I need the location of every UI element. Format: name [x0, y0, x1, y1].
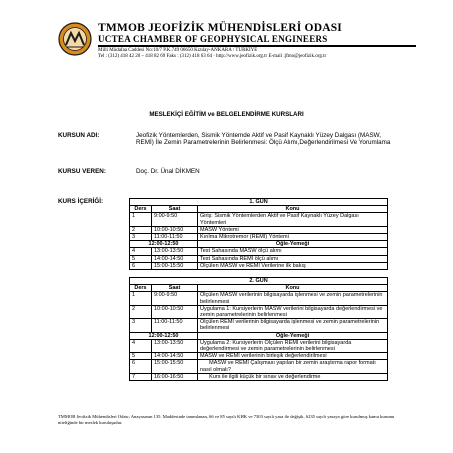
table-row: [130, 248, 388, 255]
table-row: [130, 339, 388, 352]
lesson-time: 11:00-11:50: [152, 234, 198, 241]
letterhead-text: [98, 22, 418, 60]
address-line-2: Tel : (312) 418 42 20 – 418 82 69 Faks : (312) 418 63 64 · http://www.jeofizik.org.tr E-mail :jfmo@jeofizik.org.tr: [98, 54, 327, 59]
lesson-number: 4: [130, 339, 152, 352]
lesson-number: 4: [130, 248, 152, 255]
lesson-topic: Test Sahasında REMİ ölçü alımı: [198, 255, 388, 262]
lesson-time: 15:00-15:50: [152, 360, 198, 373]
column-header-konu: Konu: [198, 206, 388, 213]
course-content-label: KURS İÇERİĞİ:: [58, 198, 104, 205]
lesson-time: 11:00-11:50: [152, 319, 198, 332]
org-name-english: UCTEA CHAMBER OF GEOPHYSICAL ENGINEERS: [98, 34, 328, 44]
instructor-label: KURSU VEREN:: [58, 168, 106, 175]
table-row: [130, 226, 388, 233]
chamber-logo-icon: [58, 22, 92, 56]
lesson-time: 10:00-10:50: [152, 305, 198, 318]
lesson-topic: MASW Yöntemi: [198, 226, 388, 233]
lunch-break-row: [130, 241, 388, 248]
lesson-time: 16:00-16:50: [152, 373, 198, 380]
day1-header-row: [130, 206, 388, 213]
course-name-label: KURSUN ADI:: [58, 132, 100, 139]
break-label: Öğle-Yemeği: [198, 332, 388, 339]
lunch-break-row: [130, 332, 388, 339]
lesson-time: 15:00-15:50: [152, 262, 198, 269]
lesson-topic: Ölçülen REMİ verilerinin bilgisayarda işlenmesi ve zemin parametrelerinin belirlenmesi: [198, 319, 388, 332]
lesson-time: 9:00-9:50: [152, 292, 198, 305]
day1-title-row: [130, 199, 388, 206]
lesson-number: 6: [130, 360, 152, 373]
lesson-number: 2: [130, 305, 152, 318]
lesson-topic: MASW ve REMİ verilerinin birleşik değerlendirilmesi: [198, 353, 388, 360]
lesson-number: 3: [130, 234, 152, 241]
lesson-time: 13:00-13:50: [152, 248, 198, 255]
lesson-number: 5: [130, 255, 152, 262]
letterhead: [58, 22, 418, 64]
lesson-topic: Kurs ile ilgili küçük bir sınav ve değerlendirme: [198, 373, 388, 380]
day2-title-row: [130, 278, 388, 285]
table-row: [130, 360, 388, 373]
lesson-number: 1: [130, 213, 152, 226]
org-name-turkish: TMMOB JEOFİZİK MÜHENDİSLERİ ODASI: [98, 22, 342, 34]
table-row: [130, 292, 388, 305]
lesson-topic: Giriş: Sismik Yöntemlerden Aktif ve Pasif Kaynaklı Yüzey Dalgası Yöntemleri: [198, 213, 388, 226]
lesson-topic: Kırılma Mikrotremor (REMİ) Yöntemi: [198, 234, 388, 241]
lesson-time: 14:00-14:50: [152, 255, 198, 262]
table-row: [130, 305, 388, 318]
day2-header-row: [130, 285, 388, 292]
column-header-saat: Saat: [152, 206, 198, 213]
lesson-topic: Test Sahasında MASW ölçü alımı: [198, 248, 388, 255]
column-header-ders: Ders: [130, 206, 152, 213]
column-header-konu: Konu: [198, 285, 388, 292]
day1-schedule-table: [129, 198, 388, 270]
day1-title: 1. GÜN: [130, 199, 388, 206]
table-row: [130, 353, 388, 360]
instructor-name: Doç. Dr. Ünal DİKMEN: [136, 168, 200, 175]
table-row: [130, 373, 388, 380]
document-title: MESLEKİÇİ EĞİTİM ve BELGELENDİRME KURSLARI: [149, 111, 304, 118]
course-name: Jeofizik Yöntemlerden, Sismik Yöntemde Aktif ve Pasif Kaynaklı Yüzey Dalgası (MASW, REMİ) İle Zemin Parametrelerinin Belirlenmesi: Ölçü Alımı,Değerlendirilmesi Ve Yorumlama: [136, 132, 391, 147]
lesson-number: 5: [130, 353, 152, 360]
lesson-time: 9:00-9:50: [152, 213, 198, 226]
lesson-topic: Uygulama 2: Kursiyerlerin Ölçülen REMİ verilerini bilgisayarda değerlendirmesi ve zemin parametrelerinin belirlenmesi: [198, 339, 388, 352]
column-header-ders: Ders: [130, 285, 152, 292]
address-line-1: Milli Müdafaa Caddesi No:10/7 P.K.749 06650 Kızılay-ANKARA / TÜRKİYE: [98, 48, 258, 53]
lesson-number: 6: [130, 262, 152, 269]
break-label: Öğle-Yemeği: [198, 241, 388, 248]
table-row: [130, 213, 388, 226]
break-time: 12:00-12:50: [130, 241, 198, 248]
lesson-time: 10:00-10:50: [152, 226, 198, 233]
column-header-saat: Saat: [152, 285, 198, 292]
lesson-topic: Ölçülen MASW ve REMİ Verilerine ilk bakış: [198, 262, 388, 269]
table-row: [130, 234, 388, 241]
lesson-number: 1: [130, 292, 152, 305]
lesson-time: 13:00-13:50: [152, 339, 198, 352]
lesson-topic: Ölçülen MASW verilerinin bilgisayarda işlenmesi ve zemin parametrelerinin belirlenmesi: [198, 292, 388, 305]
lesson-time: 14:00-14:50: [152, 353, 198, 360]
header-divider: [98, 45, 416, 47]
day2-title: 2. GÜN: [130, 278, 388, 285]
table-row: [130, 255, 388, 262]
footer-note: TMMOB Jeofizik Mühendisleri Odası; Anayasanın 135. Maddesinde tanımlanan, 66 ve 85 sayılı KHK ve 7303 sayılı yasa ile değişik, 6235 sayılı yasaya göre kurulmuş kamu kurumu niteliğinde bir meslek kuruluşudur.: [58, 414, 395, 425]
break-time: 12:00-12:50: [130, 332, 198, 339]
lesson-number: 7: [130, 373, 152, 380]
day2-schedule-table: [129, 277, 388, 381]
table-row: [130, 262, 388, 269]
lesson-number: 3: [130, 319, 152, 332]
lesson-topic: MASW ve REMİ Çalışması yapılan bir zemin araştırma rapor formatı nasıl olmalı?: [198, 360, 388, 373]
lesson-number: 2: [130, 226, 152, 233]
table-row: [130, 319, 388, 332]
lesson-topic: Uygulama 1: Kursiyerlerin MASW verilerini bilgisayarda değerlendirmesi ve zemin parametrelerinin belirlenmesi: [198, 305, 388, 318]
